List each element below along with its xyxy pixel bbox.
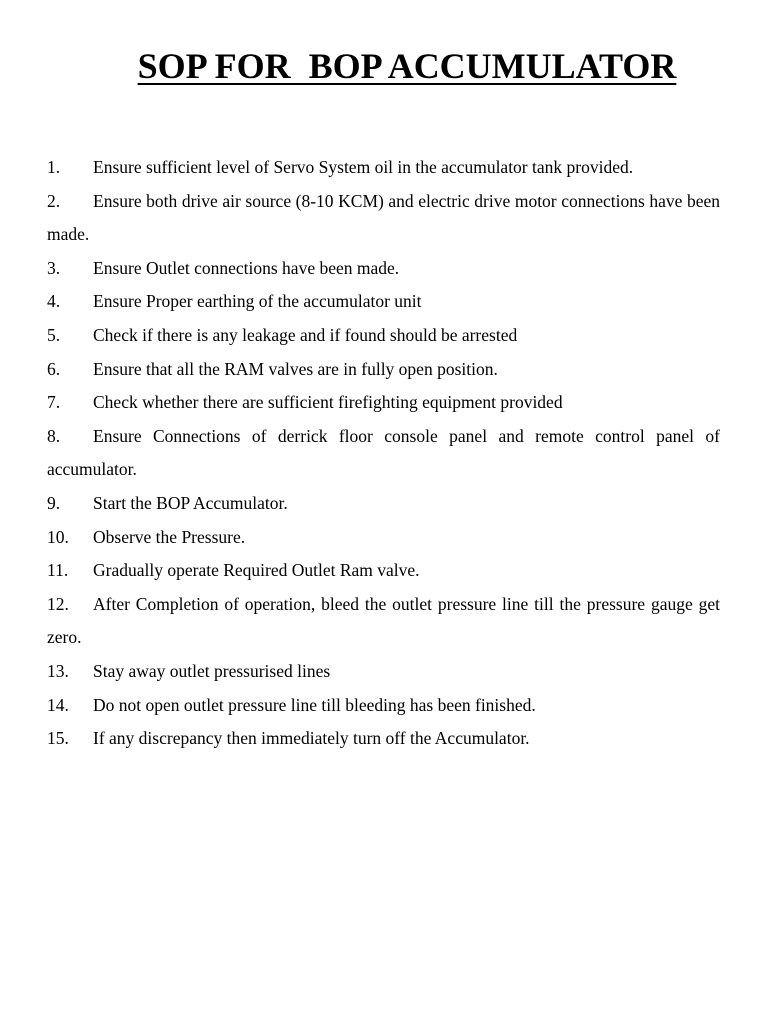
- list-item: [47, 722, 720, 756]
- list-item: [47, 420, 720, 487]
- item-text: After Completion of operation, bleed the outlet pressure line till the pressure gauge get zero.: [47, 593, 720, 648]
- item-text: Ensure Outlet connections have been made.: [93, 257, 400, 278]
- item-text: Check if there is any leakage and if found should be arrested: [93, 324, 518, 345]
- item-number: 12.: [47, 593, 69, 614]
- item-number: 1.: [47, 157, 61, 177]
- item-text: Ensure that all the RAM valves are in fully open position.: [93, 358, 498, 379]
- item-text: If any discrepancy then immediately turn off the Accumulator.: [93, 728, 530, 749]
- item-text: Check whether there are sufficient firefighting equipment provided: [93, 392, 563, 413]
- list-item: [47, 689, 720, 723]
- item-number: 13.: [47, 660, 69, 681]
- document-title: [0, 44, 768, 88]
- item-number: 8.: [47, 425, 61, 446]
- item-text: Ensure both drive air source (8-10 KCM) and electric drive motor connections have been made.: [47, 190, 720, 245]
- document-title-text: SOP FOR BOP ACCUMULATOR: [137, 46, 677, 86]
- item-number: 15.: [47, 728, 69, 749]
- item-number: 3.: [47, 257, 61, 278]
- item-text: Stay away outlet pressurised lines: [93, 660, 331, 681]
- item-text: Gradually operate Required Outlet Ram valve.: [93, 560, 420, 581]
- list-item: [47, 285, 720, 319]
- list-item: [47, 487, 720, 521]
- item-number: 14.: [47, 694, 69, 715]
- item-text: Start the BOP Accumulator.: [93, 492, 288, 513]
- list-item: [47, 386, 720, 420]
- list-item: [47, 588, 720, 655]
- item-text: Do not open outlet pressure line till bleeding has been finished.: [93, 694, 536, 715]
- item-number: 6.: [47, 358, 61, 379]
- item-text: Ensure Proper earthing of the accumulator unit: [93, 291, 422, 312]
- item-number: 9.: [47, 492, 61, 513]
- item-number: 4.: [47, 291, 61, 312]
- list-item: [47, 252, 720, 286]
- procedure-list: [47, 151, 720, 756]
- item-text: Ensure sufficient level of Servo System oil in the accumulator tank provided.: [93, 157, 634, 177]
- list-item: [47, 353, 720, 387]
- item-text: Observe the Pressure.: [93, 526, 246, 547]
- item-text: Ensure Connections of derrick floor console panel and remote control panel of accumulator.: [47, 425, 720, 480]
- list-item: [47, 185, 720, 252]
- item-number: 2.: [47, 190, 61, 211]
- item-number: 11.: [47, 560, 69, 581]
- list-item: [47, 655, 720, 689]
- item-number: 5.: [47, 324, 61, 345]
- item-number: 7.: [47, 392, 61, 413]
- list-item: [47, 319, 720, 353]
- item-number: 10.: [47, 526, 69, 547]
- list-item: [47, 521, 720, 555]
- list-item: [47, 554, 720, 588]
- list-item: [47, 151, 720, 185]
